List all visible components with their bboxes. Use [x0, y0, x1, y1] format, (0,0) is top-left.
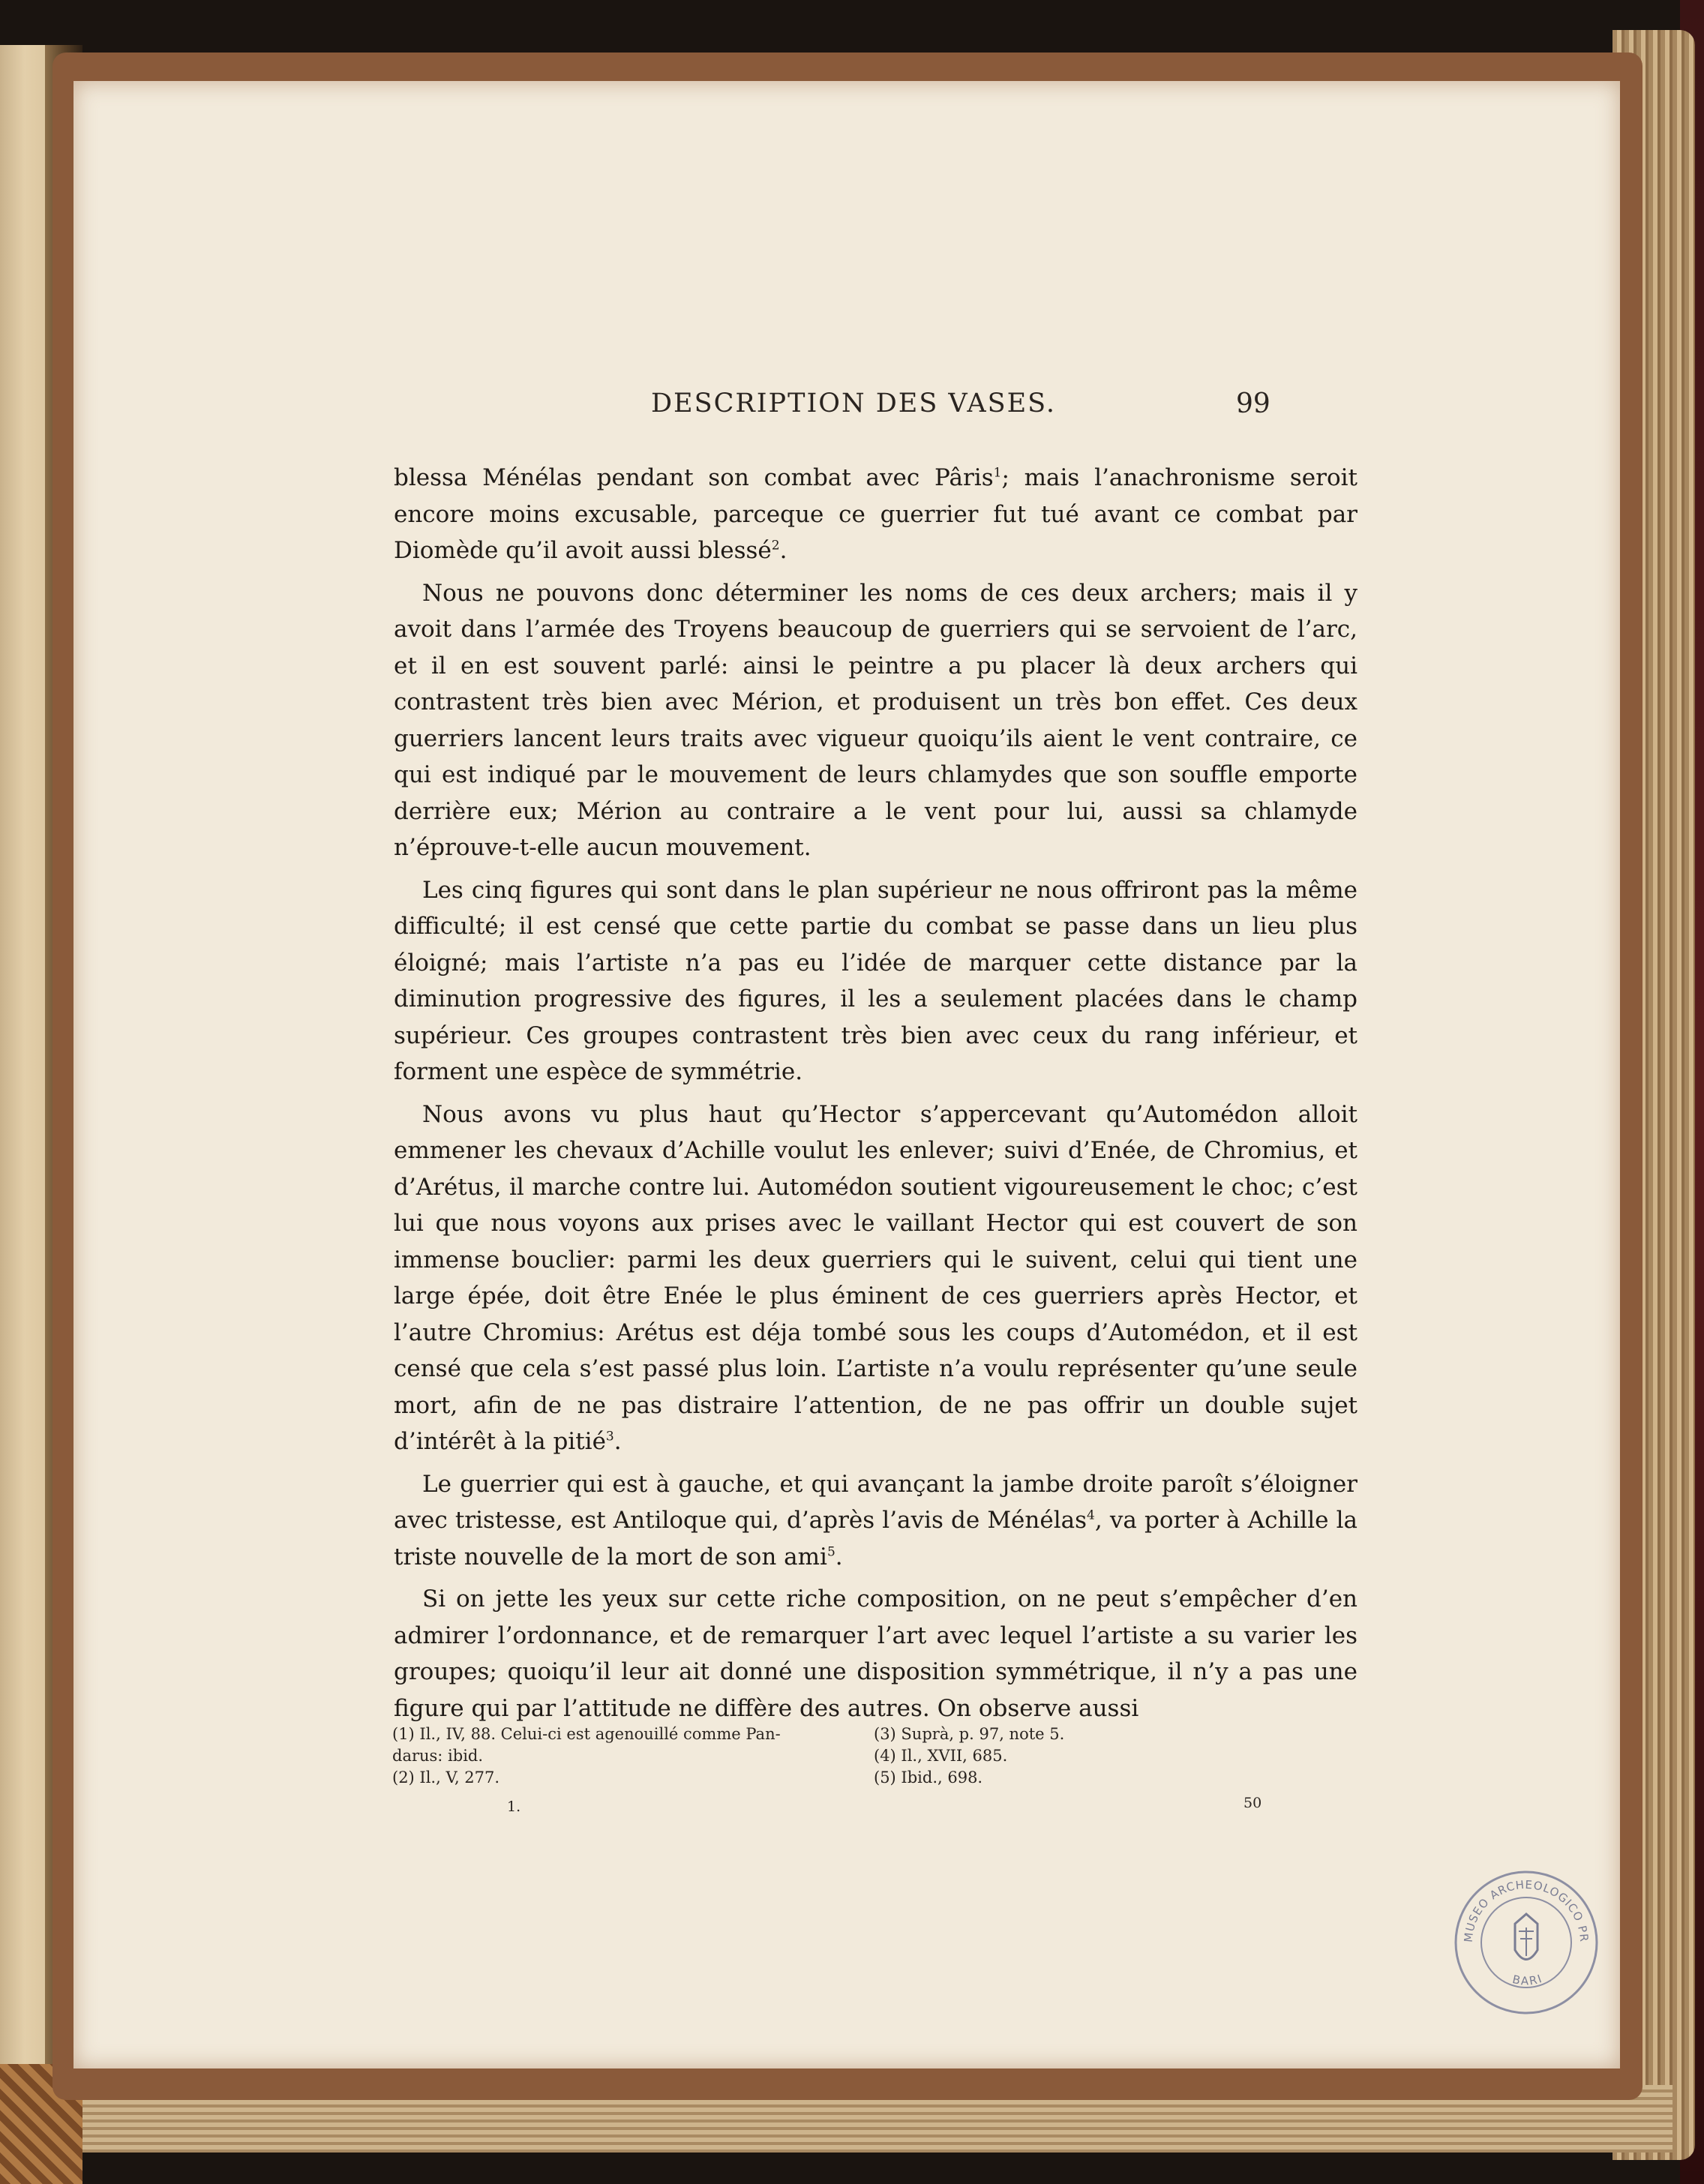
- book-page: [52, 52, 1642, 2100]
- text-run: Si on jette les yeux sur cette riche composition, on ne peut s’empêcher d’en admirer l’ordonnance, et de remarquer l’art avec lequel l’artiste a su varier les groupes; quoiqu’il leur ait donné une disposition symmétrique, il n’y a pas une figure qui par l’attitude ne diffère des autres. On observe aussi: [394, 1586, 1358, 1722]
- footnote: (3) Suprà, p. 97, note 5.: [874, 1725, 1065, 1743]
- text-run: Nous ne pouvons donc déterminer les noms de ces deux archers; mais il y avoit dans l’armée des Troyens beaucoup de guerriers qui se servoient de l’arc, et il en est souvent parlé: ainsi le peintre a pu placer là deux archers qui contrastent très bien avec Mérion, et produisent un très bon effet. Ces deux guerriers lancent leurs traits avec vigueur quoiqu’ils aient le vent contraire, ce qui est indiqué par le mouvement de leurs chlamydes que son souffle emporte derrière eux; Mérion au contraire a le vent pour lui, aussi sa chlamyde n’éprouve-t-elle aucun mouvement.: [394, 579, 1358, 861]
- body-text: [394, 460, 1358, 1732]
- footnote: (5) Ibid., 698.: [874, 1768, 983, 1786]
- footnote-reference: 4: [1087, 1508, 1095, 1523]
- footnote-reference: 2: [771, 538, 780, 554]
- museum-stamp: [1451, 1868, 1601, 2018]
- text-run: .: [779, 537, 788, 564]
- footnote-reference: 3: [605, 1429, 614, 1444]
- text-run: , va porter à Achille la triste nouvelle de la mort de son ami: [394, 1507, 1358, 1570]
- footnotes-right-column: [874, 1724, 1249, 1789]
- stamp-text-bottom: BARI: [1510, 1971, 1545, 1988]
- text-run: .: [614, 1428, 622, 1455]
- signature-mark: 1.: [507, 1798, 521, 1815]
- footnote: (1) Il., IV, 88. Celui-ci est agenouillé comme Pan-: [392, 1725, 781, 1743]
- running-head: [74, 388, 1620, 434]
- footnote: (4) Il., XVII, 685.: [874, 1747, 1008, 1765]
- text-run: blessa Ménélas pendant son combat avec Pâris: [394, 464, 994, 491]
- stamp-text-top: MUSEO ARCHEOLOGICO PR: [1461, 1877, 1592, 1943]
- paragraph: [394, 460, 1358, 569]
- page-title: DESCRIPTION DES VASES.: [651, 388, 1056, 418]
- text-run: .: [835, 1543, 843, 1570]
- page-paper: [74, 81, 1620, 2068]
- text-run: Le guerrier qui est à gauche, et qui avançant la jambe droite paroît s’éloigner avec tristesse, est Antiloque qui, d’après l’avis de Ménélas: [394, 1470, 1358, 1534]
- gathering-mark: 50: [1244, 1795, 1262, 1811]
- page-number: 99: [1236, 388, 1270, 419]
- footnote: darus: ibid.: [392, 1747, 484, 1765]
- footnote: (2) Il., V, 277.: [392, 1768, 500, 1786]
- text-run: Nous avons vu plus haut qu’Hector s’appercevant qu’Automédon alloit emmener les chevaux d’Achille voulut les enlever; suivi d’Enée, de Chromius, et d’Arétus, il marche contre lui. Automédon soutient vigoureusement le choc; c’est lui que nous voyons aux prises avec le vaillant Hector qui est couvert de son immense bouclier: parmi les deux guerriers qui le suivent, celui qui tient une large épée, doit être Enée le plus éminent de ces guerriers après Hector, et l’autre Chromius: Arétus est déja tombé sous les coups d’Automédon, et il est censé que cela s’est passé plus loin. L’artiste n’a voulu représenter qu’une seule mort, afin de ne pas distraire l’attention, de ne pas offrir un double sujet d’intérêt à la pitié: [394, 1100, 1358, 1455]
- paragraph: [394, 1096, 1358, 1460]
- paragraph: [394, 1466, 1358, 1576]
- footnote-reference: 1: [993, 465, 1002, 481]
- paragraph: [394, 1581, 1358, 1726]
- paragraph: [394, 575, 1358, 866]
- paragraph: [394, 872, 1358, 1090]
- footnote-reference: 5: [826, 1544, 836, 1560]
- text-run: Les cinq figures qui sont dans le plan supérieur ne nous offriront pas la même difficulté; il est censé que cette partie du combat se passe dans un lieu plus éloigné; mais l’artiste n’a pas eu l’idée de marquer cette distance par la diminution progressive des figures, il les a seulement placées dans le champ supérieur. Ces groupes contrastent très bien avec ceux du rang inférieur, et forment une espèce de symmétrie.: [394, 876, 1358, 1085]
- text-run: ; mais l’anachronisme seroit encore moins excusable, parceque ce guerrier fut tué avant ce combat par Diomède qu’il avoit aussi blessé: [394, 464, 1358, 564]
- footnotes-left-column: [392, 1724, 805, 1789]
